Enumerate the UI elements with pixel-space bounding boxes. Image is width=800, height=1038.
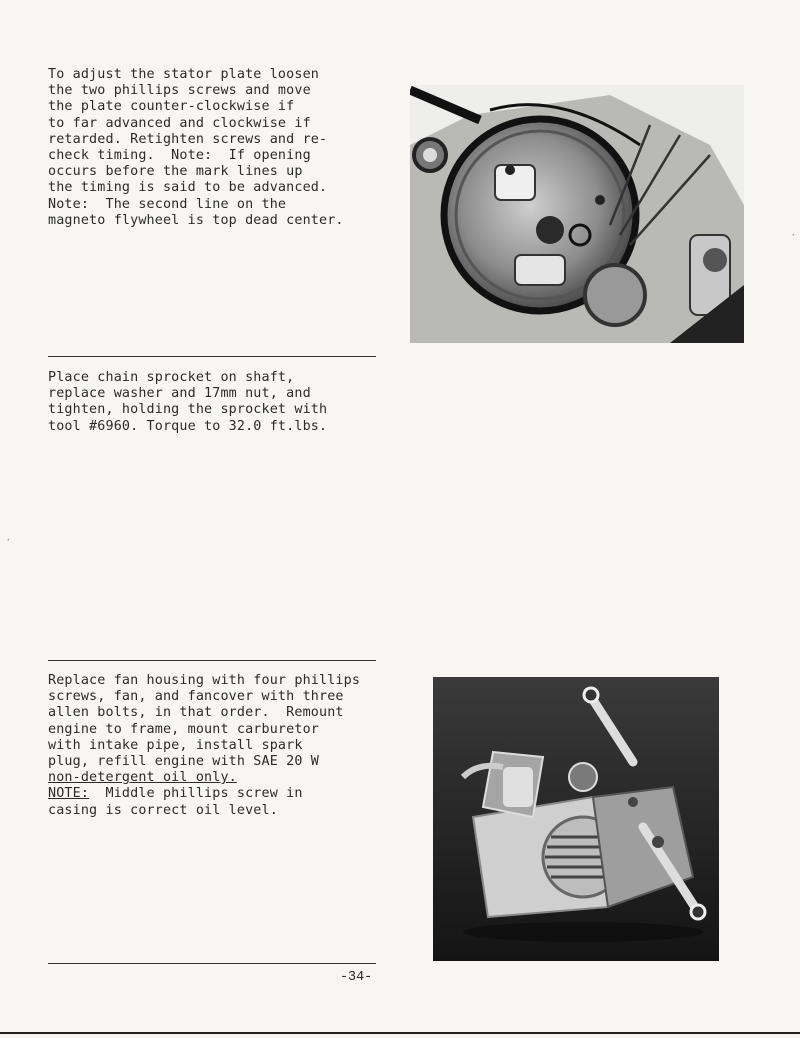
scan-speck: · <box>5 535 12 547</box>
note-text: Middle phillips screw in <box>89 786 303 802</box>
text-line: Place chain sprocket on shaft, <box>48 370 295 385</box>
text-line: retarded. Retighten screws and re- <box>48 131 328 147</box>
text-line: to far advanced and clockwise if <box>48 115 311 131</box>
text-line: check timing. Note: If opening <box>48 148 311 164</box>
stator-plate-photo <box>410 85 744 343</box>
text-line: the plate counter-clockwise if <box>48 99 295 115</box>
text-line: engine to frame, mount carburetor <box>48 721 319 737</box>
text-line: occurs before the mark lines up <box>48 164 303 180</box>
text-line: allen bolts, in that order. Remount <box>48 705 344 721</box>
scan-speck: · <box>790 230 797 242</box>
page-number: -34- <box>340 970 373 985</box>
text-line: To adjust the stator plate loosen <box>48 67 319 82</box>
text-line: replace washer and 17mm nut, and <box>48 386 311 402</box>
text-line: tighten, holding the sprocket with <box>48 402 328 418</box>
stator-adjust-paragraph <box>48 67 393 229</box>
text-line: screws, fan, and fancover with three <box>48 689 344 705</box>
sprocket-paragraph <box>48 370 393 435</box>
section-divider <box>48 356 376 357</box>
text-line: Note: The second line on the <box>48 196 287 212</box>
text-line: tool #6960. Torque to 32.0 ft.lbs. <box>48 418 328 434</box>
section-divider <box>48 660 376 661</box>
text-line: the timing is said to be advanced. <box>48 180 328 196</box>
scan-edge-line <box>0 1032 800 1034</box>
text-line: the two phillips screws and move <box>48 83 311 99</box>
section-divider <box>48 963 376 964</box>
text-line: with intake pipe, install spark <box>48 737 303 753</box>
text-line: magneto flywheel is top dead center. <box>48 212 344 228</box>
text-line: non-detergent oil only. <box>48 770 237 786</box>
text-line: plug, refill engine with SAE 20 W <box>48 754 319 770</box>
reassembly-paragraph <box>48 673 428 819</box>
text-line: casing is correct oil level. <box>48 802 278 818</box>
text-line: Replace fan housing with four phillips <box>48 673 361 688</box>
note-label: NOTE: <box>48 786 90 802</box>
engine-assembly-photo <box>433 677 719 961</box>
